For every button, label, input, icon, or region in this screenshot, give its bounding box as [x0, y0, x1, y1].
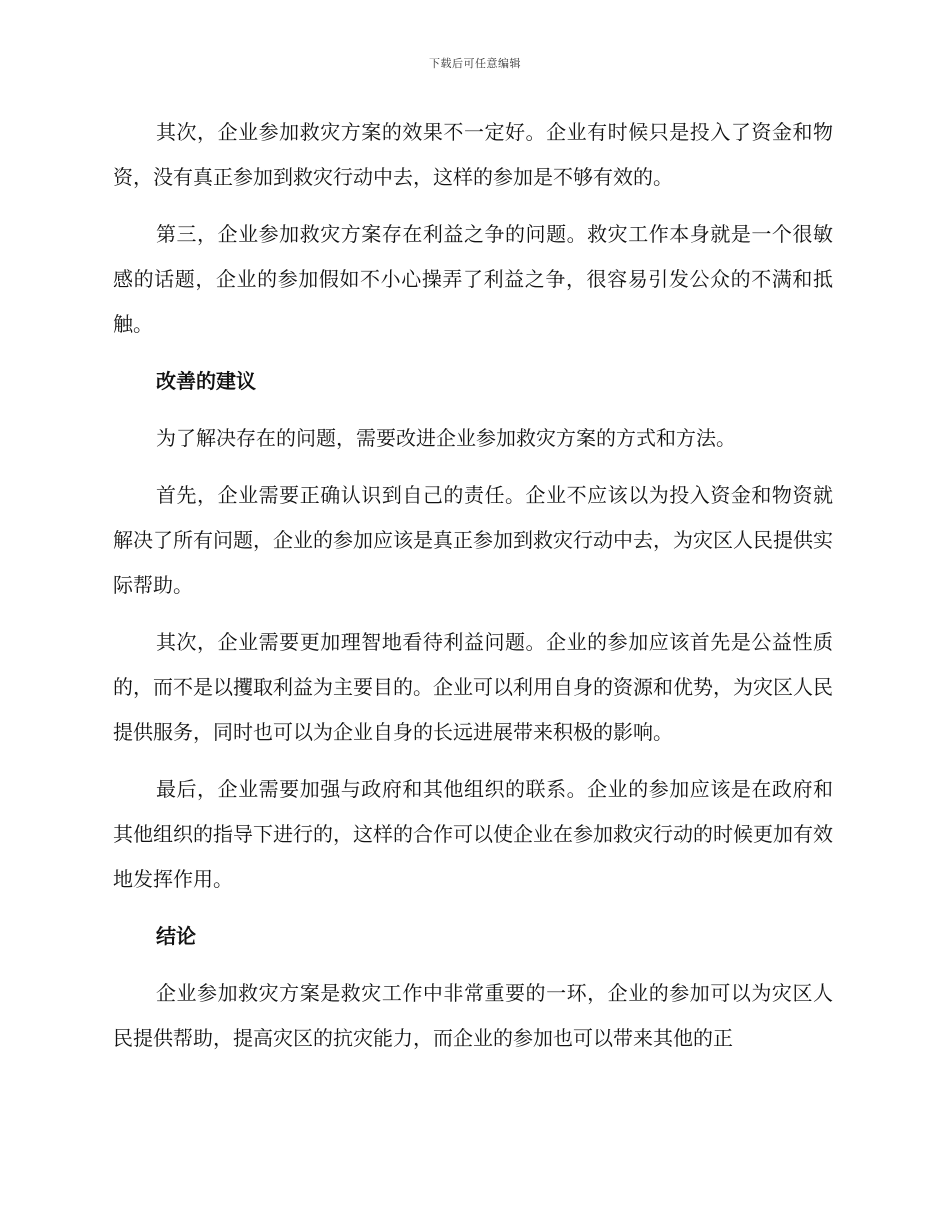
- section-heading-conclusion: 结论: [156, 924, 196, 948]
- paragraph-conclusion: 企业参加救灾方案是救灾工作中非常重要的一环，企业的参加可以为灾区人民提供帮助，提高灾区的抗灾能力，而企业的参加也可以带来其他的正: [113, 981, 833, 1050]
- section-heading-suggestions: 改善的建议: [156, 369, 256, 393]
- paragraph-interest-conflict: 第三，企业参加救灾方案存在利益之争的问题。救灾工作本身就是一个很敏感的话题，企业的参加假如不小心操弄了利益之争，很容易引发公众的不满和抵触。: [113, 222, 833, 336]
- paragraph-suggestion-responsibility: 首先，企业需要正确认识到自己的责任。企业不应该以为投入资金和物资就解决了所有问题，企业的参加应该是真正参加到救灾行动中去，为灾区人民提供实际帮助。: [113, 483, 833, 597]
- paragraph-suggestion-cooperation: 最后，企业需要加强与政府和其他组织的联系。企业的参加应该是在政府和其他组织的指导下进行的，这样的合作可以使企业在参加救灾行动的时候更加有效地发挥作用。: [113, 777, 833, 891]
- document-body: [113, 110, 833, 1073]
- paragraph-suggestions-intro: 为了解决存在的问题，需要改进企业参加救灾方案的方式和方法。: [156, 426, 736, 450]
- paragraph-effect-issue: 其次，企业参加救灾方案的效果不一定好。企业有时候只是投入了资金和物资，没有真正参加到救灾行动中去，这样的参加是不够有效的。: [113, 120, 833, 189]
- paragraph-suggestion-interests: 其次，企业需要更加理智地看待利益问题。企业的参加应该首先是公益性质的，而不是以攫取利益为主要目的。企业可以利用自身的资源和优势，为灾区人民提供服务，同时也可以为企业自身的长远进展带来积极的影响。: [113, 630, 833, 744]
- page-header-note: 下载后可任意编辑: [429, 57, 521, 70]
